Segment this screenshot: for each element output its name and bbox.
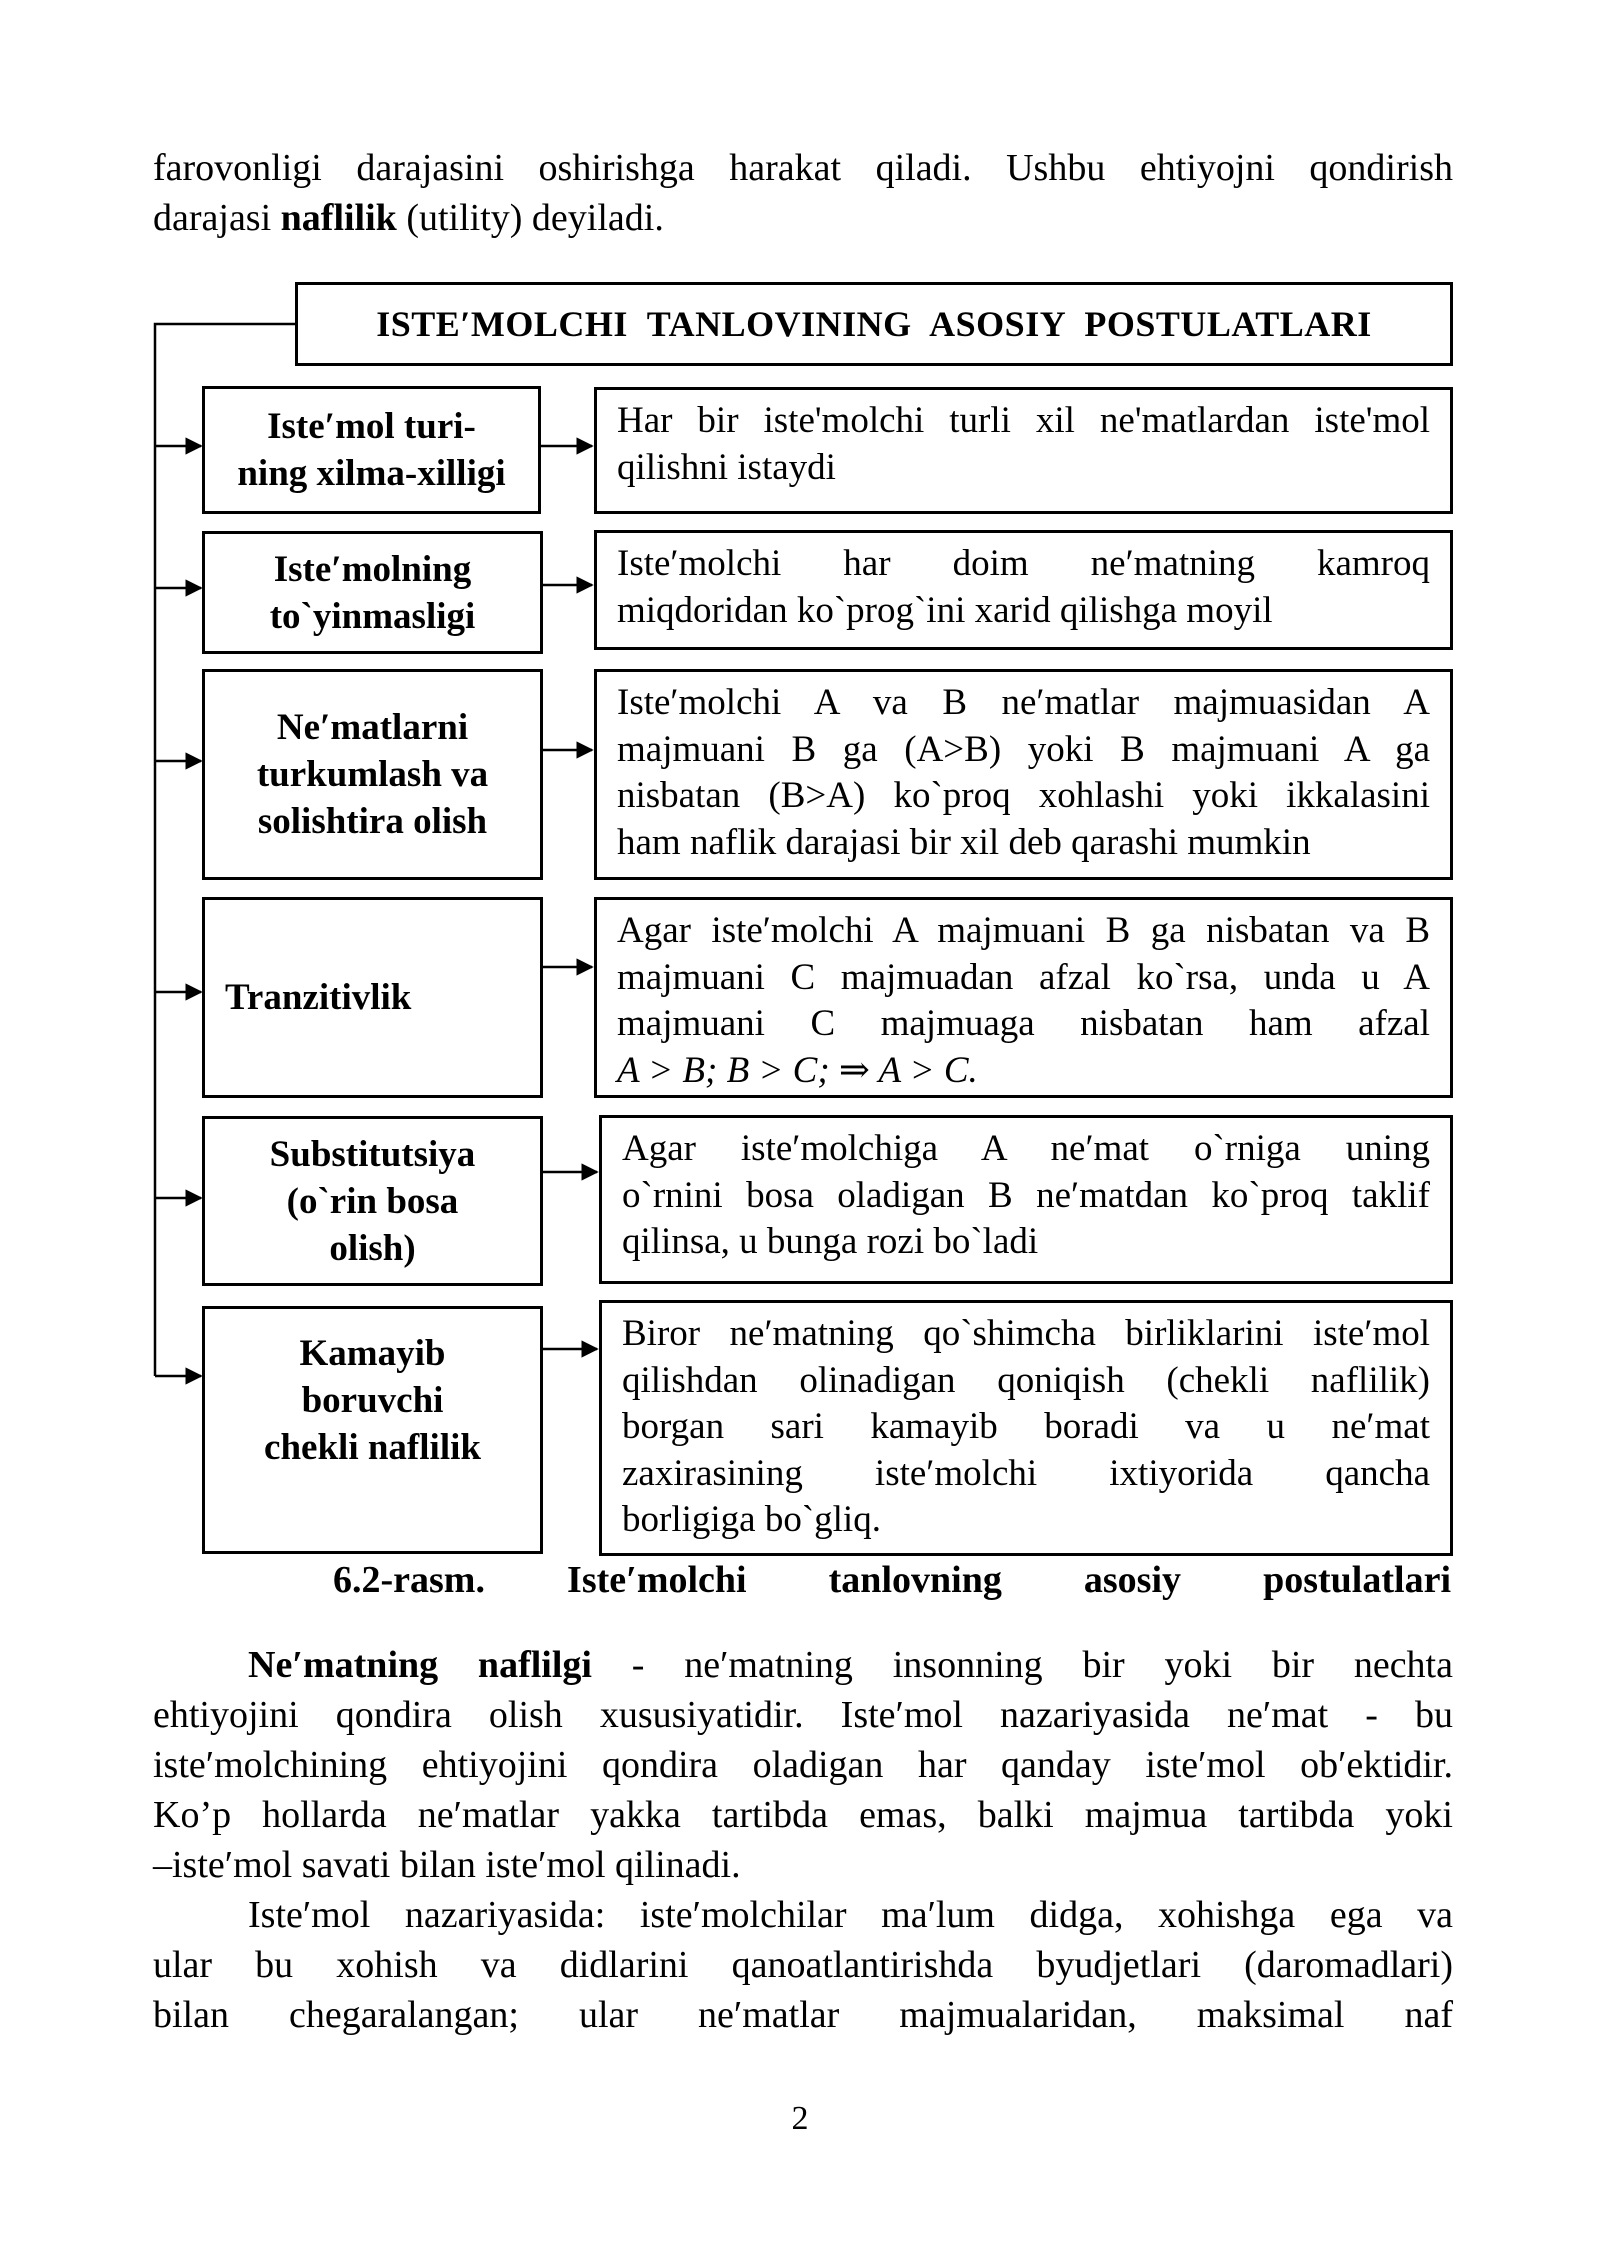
intro-paragraph [153,143,1453,243]
postulate-label-line: Iste′mol turi- [267,406,476,447]
description-box-nonsatiation [594,530,1453,650]
caption-word: tanlovning [828,1559,1002,1601]
postulate-label-line: Iste′molning [273,548,472,590]
postulate-box-ranking [202,669,543,880]
description-line: Biror ne′matning qo`shimcha birliklarini iste′mol [622,1313,1430,1354]
postulate-label-line: boruvchi [301,1379,444,1421]
diagram-title-box [295,282,1453,366]
description-line: ham naflik darajasi bir xil deb qarashi mumkin [617,821,1311,863]
description-line: o`rnini bosa oladigan B ne′matdan ko`proq taklif [622,1174,1430,1216]
description-line: qilinsa, u bunga rozi bo`ladi [622,1221,1039,1262]
caption-word: Iste′molchi [567,1559,747,1601]
postulate-box-variety [202,386,541,514]
description-line: Agar iste′molchiga A ne′mat o`rniga uning [622,1128,1430,1169]
postulate-box-substitution [202,1116,543,1286]
term-naflilik: naflilik [280,197,397,239]
postulate-label-line: (o`rin bosa [286,1180,459,1222]
description-line: borgan sari kamayib boradi va u ne′mat [622,1406,1430,1447]
description-line: majmuani B ga (A>B) yoki B majmuani A ga [617,728,1430,770]
description-box-ranking [594,669,1453,880]
body-p1-line-4: Ko’p hollarda ne′matlar yakka tartibda emas, balki majmua tartibda yoki [153,1794,1453,1836]
body-p1-line-2: ehtiyojini qondira olish xususiyatidir. Iste′mol nazariyasida ne′mat - bu [153,1694,1453,1736]
description-line: Iste′molchi A va B ne′matlar majmuasidan A [617,682,1430,723]
diagram-title: ISTE′MOLCHI TANLOVINING ASOSIY POSTULATLARI [376,304,1372,344]
body-text [153,1640,1453,2040]
figure-caption [333,1555,1451,1605]
postulate-label-line: Substitutsiya [269,1133,476,1175]
body-p2-line-3: bilan chegaralangan; ular ne′matlar majmualaridan, maksimal naf [153,1994,1453,2036]
intro-line-2-pre: darajasi [153,197,281,239]
description-box-transitivity [594,897,1453,1098]
postulate-label-line: ning xilma-xilligi [237,453,506,494]
description-line: borligiga bo`gliq. [622,1499,881,1540]
body-p1-line-3: iste′molchining ehtiyojini qondira oladigan har qanday iste′mol ob′ektidir. [153,1744,1453,1786]
description-line: qilishdan olinadigan qoniqish (chekli naflilik) [622,1359,1430,1401]
caption-word: asosiy [1083,1559,1182,1601]
intro-line-2-post: (utility) deyiladi. [396,197,664,239]
description-box-variety [594,387,1453,514]
page-number: 2 [791,2100,809,2137]
description-line: majmuani C majmuaga nisbatan ham afzal [617,1003,1430,1044]
intro-line-1: farovonligi darajasini oshirishga harakat qiladi. Ushbu ehtiyojni qondirish [153,147,1453,189]
description-line: majmuani C majmuadan afzal ko`rsa, unda u A [617,956,1430,998]
postulate-label-line: Kamayib [299,1332,446,1374]
body-p1-line-5: –iste′mol savati bilan iste′mol qilinadi. [153,1844,741,1886]
transitivity-formula: A > B; B > C; ⇒ A > C. [617,1049,978,1091]
postulate-label-line: turkumlash va [256,754,489,795]
description-line: qilishni istaydi [617,446,836,488]
postulate-label-line: Tranzitivlik [225,977,412,1018]
term-nematning-naflilgi: Ne′matning naflilgi [248,1644,592,1686]
body-p1-line-1 [153,1640,1453,1690]
postulate-box-transitivity [202,897,543,1098]
caption-word: 6.2-rasm. [333,1559,485,1601]
description-box-substitution [599,1115,1453,1284]
postulate-box-nonsatiation [202,531,543,654]
postulate-label-line: Ne′matlarni [276,707,469,748]
intro-line-2 [153,193,1453,243]
description-line: Iste′molchi har doim ne′matning kamroq [617,543,1430,584]
description-line: zaxirasining iste′molchi ixtiyorida qancha [622,1452,1430,1494]
postulate-label-line: solishtira olish [257,801,488,842]
postulate-label-line: chekli naflilik [264,1426,481,1468]
body-p2-line-1: Iste′mol nazariyasida: iste′molchilar ma′lum didga, xohishga ega va [248,1894,1453,1936]
postulate-label-line: to`yinmasligi [269,595,476,637]
description-line: miqdoridan ko`prog`ini xarid qilishga moyil [617,589,1273,631]
postulate-label-line: olish) [329,1227,416,1269]
caption-word: postulatlari [1263,1559,1451,1601]
body-p1-line-1-rest: - ne′matning insonning bir yoki bir nechta [591,1644,1453,1686]
description-line: Har bir iste'molchi turli xil ne'matlardan iste'mol [617,400,1430,441]
description-line: nisbatan (B>A) ko`proq xohlashi yoki ikkalasini [617,775,1430,816]
description-line: Agar iste′molchi A majmuani B ga nisbatan va B [617,910,1430,951]
postulate-box-diminishing-utility [202,1306,543,1554]
body-p2-line-2: ular bu xohish va didlarini qanoatlantirishda byudjetlari (daromadlari) [153,1944,1453,1986]
description-box-diminishing-utility [599,1300,1453,1556]
